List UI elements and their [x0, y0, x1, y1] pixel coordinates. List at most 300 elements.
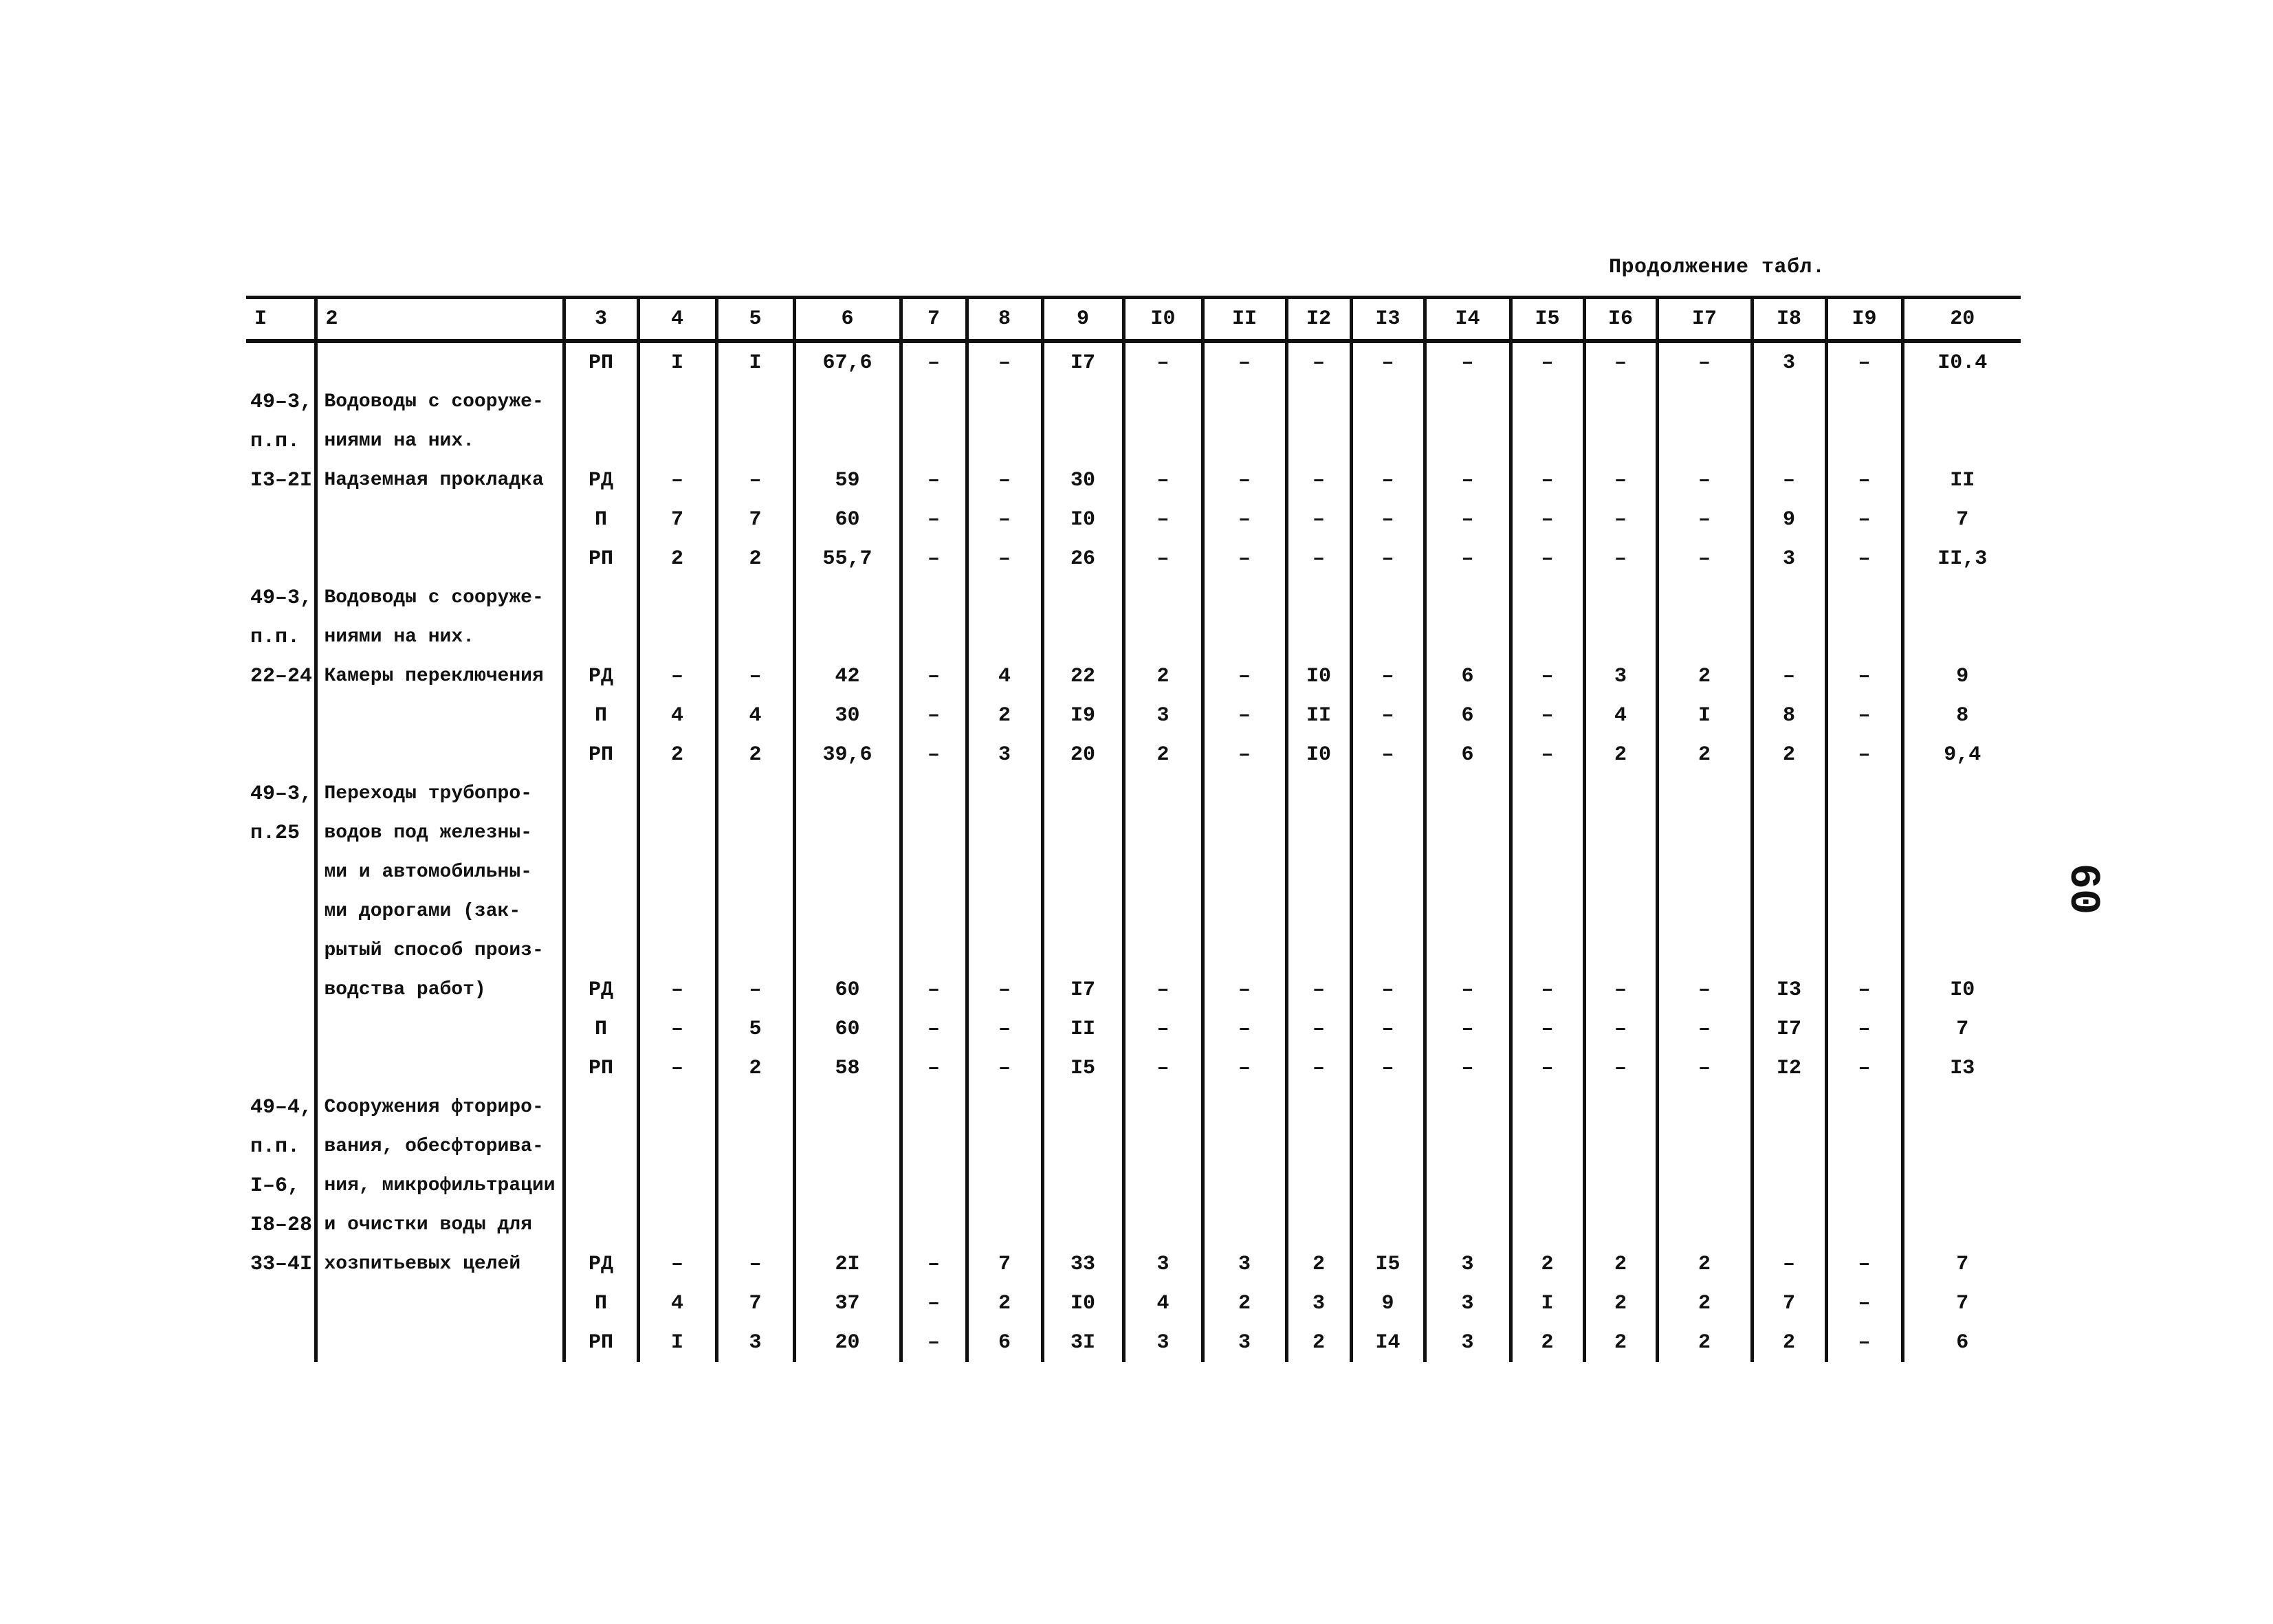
table-cell: –	[1203, 1049, 1286, 1088]
table-cell	[246, 853, 316, 892]
table-cell: –	[1511, 657, 1584, 696]
table-cell: п.п.	[250, 625, 300, 649]
col-header: 4	[638, 298, 716, 342]
table-cell: 4	[1123, 1284, 1203, 1323]
table-cell: I0	[1286, 735, 1351, 774]
table-cell: –	[1584, 1049, 1657, 1088]
table-cell	[1042, 617, 1123, 657]
table-cell: –	[1657, 461, 1752, 500]
table-cell: –	[1351, 500, 1425, 539]
table-cell	[1286, 853, 1351, 892]
table-cell: 4	[967, 657, 1042, 696]
data-table	[246, 296, 2021, 1362]
table-cell: –	[1511, 1049, 1584, 1088]
table-cell: 22	[1042, 657, 1123, 696]
table-cell	[1902, 892, 2021, 931]
table-cell: 3	[1123, 696, 1203, 735]
table-cell	[1752, 1088, 1826, 1127]
table-cell: –	[1584, 539, 1657, 578]
table-cell	[1042, 1205, 1123, 1244]
table-cell	[1584, 931, 1657, 970]
table-cell: –	[1351, 1049, 1425, 1088]
table-cell: –	[1826, 1244, 1902, 1284]
table-cell: 2	[967, 1284, 1042, 1323]
table-cell	[1123, 1127, 1203, 1166]
table-cell	[1511, 1127, 1584, 1166]
table-cell	[1123, 1166, 1203, 1205]
table-cell: –	[1657, 539, 1752, 578]
table-cell: II	[1042, 1009, 1123, 1049]
table-cell: –	[967, 539, 1042, 578]
table-cell: 3	[1584, 657, 1657, 696]
table-cell	[1042, 421, 1123, 461]
table-cell	[1042, 1166, 1123, 1205]
table-cell: –	[1123, 1009, 1203, 1049]
table-cell: 22–24	[250, 664, 313, 688]
table-cell: –	[901, 1009, 967, 1049]
table-cell	[1203, 813, 1286, 853]
table-cell: рытый способ произ-	[316, 931, 564, 970]
table-cell	[1203, 421, 1286, 461]
table-cell	[1902, 1088, 2021, 1127]
table-cell: 3	[1425, 1323, 1511, 1362]
table-cell	[1351, 1205, 1425, 1244]
table-cell	[1425, 774, 1511, 813]
table-cell	[1351, 617, 1425, 657]
table-cell: –	[638, 657, 716, 696]
table-cell	[1123, 1205, 1203, 1244]
table-cell: –	[1123, 1049, 1203, 1088]
table-cell	[1425, 382, 1511, 421]
table-cell: –	[1826, 539, 1902, 578]
table-cell: –	[901, 970, 967, 1009]
table-cell	[1752, 931, 1826, 970]
table-cell	[1902, 1166, 2021, 1205]
table-cell	[638, 1088, 716, 1127]
table-row	[246, 617, 2021, 657]
table-cell	[1425, 421, 1511, 461]
table-cell	[246, 500, 316, 539]
table-cell: РД	[564, 657, 638, 696]
table-cell	[1203, 892, 1286, 931]
table-cell	[564, 382, 638, 421]
col-header: 8	[967, 298, 1042, 342]
table-cell	[1584, 578, 1657, 617]
col-header: I3	[1351, 298, 1425, 342]
table-row	[246, 341, 2021, 382]
table-cell: I0.4	[1902, 341, 2021, 382]
table-cell: ми и автомобильны-	[316, 853, 564, 892]
table-cell: 2	[1584, 1284, 1657, 1323]
table-cell	[1657, 892, 1752, 931]
table-cell: 3	[1752, 341, 1826, 382]
table-cell	[901, 1127, 967, 1166]
table-cell	[1826, 813, 1902, 853]
table-cell: –	[1752, 1244, 1826, 1284]
table-cell	[1826, 421, 1902, 461]
table-cell	[1752, 578, 1826, 617]
table-row	[246, 696, 2021, 735]
table-cell: П	[564, 1284, 638, 1323]
table-cell: 2	[1752, 1323, 1826, 1362]
table-cell: –	[1826, 970, 1902, 1009]
table-cell	[967, 774, 1042, 813]
table-cell: Водоводы с сооруже-	[316, 578, 564, 617]
col-header: I7	[1657, 298, 1752, 342]
table-cell	[638, 1166, 716, 1205]
table-cell	[967, 1166, 1042, 1205]
table-cell	[967, 617, 1042, 657]
table-cell	[638, 813, 716, 853]
table-cell: –	[1826, 500, 1902, 539]
table-cell	[638, 578, 716, 617]
table-cell	[1286, 578, 1351, 617]
table-cell: –	[1123, 341, 1203, 382]
table-cell	[1511, 578, 1584, 617]
table-cell: 7	[716, 500, 794, 539]
table-caption: Продолжение табл.	[1609, 256, 1825, 279]
table-cell	[1584, 382, 1657, 421]
table-cell: II	[1286, 696, 1351, 735]
table-cell	[1657, 382, 1752, 421]
table-cell	[1286, 774, 1351, 813]
table-cell: –	[1584, 1009, 1657, 1049]
table-cell: 2	[1657, 657, 1752, 696]
table-cell	[1511, 421, 1584, 461]
table-cell	[638, 382, 716, 421]
table-cell: –	[1584, 341, 1657, 382]
table-cell: 42	[794, 657, 901, 696]
table-cell	[1425, 1205, 1511, 1244]
table-cell	[967, 1205, 1042, 1244]
table-cell: 49–3,	[250, 586, 313, 610]
table-cell	[1511, 1166, 1584, 1205]
table-cell	[1123, 382, 1203, 421]
table-cell	[564, 617, 638, 657]
table-cell: РД	[564, 970, 638, 1009]
table-cell: 3	[967, 735, 1042, 774]
table-cell: 6	[1425, 735, 1511, 774]
table-cell	[1902, 853, 2021, 892]
table-cell	[794, 1166, 901, 1205]
col-header: 7	[901, 298, 967, 342]
table-cell: 3	[1123, 1323, 1203, 1362]
table-cell	[1902, 774, 2021, 813]
table-cell: –	[1123, 970, 1203, 1009]
table-cell: I4	[1351, 1323, 1425, 1362]
table-cell	[716, 421, 794, 461]
table-cell: Надземная прокладка	[316, 461, 564, 500]
table-cell	[794, 617, 901, 657]
table-cell: ниями на них.	[316, 421, 564, 461]
table-cell: 2	[1511, 1244, 1584, 1284]
table-cell	[1902, 1205, 2021, 1244]
table-cell	[901, 578, 967, 617]
table-cell: 2	[1657, 735, 1752, 774]
table-cell	[1511, 813, 1584, 853]
table-cell: 3	[1203, 1244, 1286, 1284]
table-cell	[1351, 931, 1425, 970]
col-header: 20	[1902, 298, 2021, 342]
table-cell: –	[1203, 500, 1286, 539]
table-cell: ми дорогами (зак-	[316, 892, 564, 931]
table-cell: 4	[638, 1284, 716, 1323]
table-cell: –	[1351, 970, 1425, 1009]
table-cell: РД	[564, 1244, 638, 1284]
table-cell	[1752, 813, 1826, 853]
table-cell	[1657, 853, 1752, 892]
table-cell: –	[1351, 539, 1425, 578]
table-cell: –	[1203, 1009, 1286, 1049]
table-cell	[246, 1323, 316, 1362]
table-cell	[794, 1205, 901, 1244]
table-cell	[1752, 382, 1826, 421]
table-row	[246, 1166, 2021, 1205]
table-cell: 2	[716, 735, 794, 774]
table-cell	[794, 931, 901, 970]
table-row	[246, 774, 2021, 813]
table-cell: –	[1657, 500, 1752, 539]
table-cell: –	[1511, 341, 1584, 382]
table-body	[246, 341, 2021, 1362]
table-cell: 7	[1752, 1284, 1826, 1323]
table-cell: –	[1752, 461, 1826, 500]
table-cell	[1826, 774, 1902, 813]
table-cell: –	[1123, 539, 1203, 578]
table-cell	[316, 500, 564, 539]
table-row	[246, 853, 2021, 892]
table-cell: I7	[1042, 970, 1123, 1009]
table-cell: ния, микрофильтрации	[316, 1166, 564, 1205]
table-cell: 6	[967, 1323, 1042, 1362]
table-cell: П	[564, 500, 638, 539]
table-cell	[1826, 1205, 1902, 1244]
table-cell: –	[1826, 461, 1902, 500]
table-cell: 33–4I	[250, 1252, 313, 1276]
table-cell	[1511, 774, 1584, 813]
table-cell	[1286, 421, 1351, 461]
table-cell: –	[1511, 735, 1584, 774]
table-cell: 30	[1042, 461, 1123, 500]
table-cell	[1042, 1127, 1123, 1166]
table-cell	[1752, 421, 1826, 461]
table-cell	[967, 578, 1042, 617]
table-cell	[1425, 892, 1511, 931]
table-cell	[1351, 1166, 1425, 1205]
table-cell: 49–4,	[250, 1095, 313, 1119]
table-cell	[967, 1127, 1042, 1166]
table-cell: 3	[1425, 1284, 1511, 1323]
table-cell: 3	[716, 1323, 794, 1362]
table-cell: П	[564, 696, 638, 735]
table-cell	[1657, 931, 1752, 970]
table-cell: 9	[1351, 1284, 1425, 1323]
table-cell	[967, 853, 1042, 892]
table-cell: Камеры переключения	[316, 657, 564, 696]
table-cell: –	[1657, 1009, 1752, 1049]
table-cell	[246, 1049, 316, 1088]
table-cell	[1351, 813, 1425, 853]
table-cell	[1203, 931, 1286, 970]
table-cell: РП	[564, 1323, 638, 1362]
table-cell	[246, 931, 316, 970]
table-cell	[1123, 853, 1203, 892]
table-row	[246, 813, 2021, 853]
table-cell: I5	[1351, 1244, 1425, 1284]
table-cell: 2	[1584, 1323, 1657, 1362]
col-header: I	[246, 298, 316, 342]
table-cell: –	[1511, 1009, 1584, 1049]
table-cell: 4	[1584, 696, 1657, 735]
table-cell: –	[1123, 461, 1203, 500]
table-row	[246, 1049, 2021, 1088]
table-cell: вания, обесфторива-	[316, 1127, 564, 1166]
table-cell	[1425, 1088, 1511, 1127]
table-cell	[1425, 931, 1511, 970]
table-cell: –	[1203, 341, 1286, 382]
table-cell: –	[1657, 970, 1752, 1009]
table-cell	[901, 1166, 967, 1205]
table-cell	[1203, 1166, 1286, 1205]
table-cell	[794, 421, 901, 461]
table-cell	[1286, 1166, 1351, 1205]
table-cell	[1425, 1166, 1511, 1205]
table-cell	[1286, 617, 1351, 657]
table-row	[246, 1284, 2021, 1323]
table-cell: I5	[1042, 1049, 1123, 1088]
table-cell	[1286, 1127, 1351, 1166]
col-header: I5	[1511, 298, 1584, 342]
table-row	[246, 1244, 2021, 1284]
table-cell	[1351, 892, 1425, 931]
table-cell	[246, 1009, 316, 1049]
table-cell: –	[1826, 735, 1902, 774]
table-cell: I7	[1042, 341, 1123, 382]
table-cell: II,3	[1902, 539, 2021, 578]
table-cell	[564, 421, 638, 461]
table-cell: хозпитьевых целей	[316, 1244, 564, 1284]
table-cell: I0	[1902, 970, 2021, 1009]
table-cell: –	[1752, 657, 1826, 696]
table-cell: 5	[716, 1009, 794, 1049]
table-cell: I	[638, 1323, 716, 1362]
table-cell: I	[1657, 696, 1752, 735]
table-cell	[1752, 1127, 1826, 1166]
table-cell: 2	[1286, 1323, 1351, 1362]
table-cell	[564, 1205, 638, 1244]
table-cell	[794, 1088, 901, 1127]
col-header: 6	[794, 298, 901, 342]
table-cell: –	[967, 1009, 1042, 1049]
table-cell	[1203, 853, 1286, 892]
table-cell	[967, 421, 1042, 461]
table-cell	[638, 421, 716, 461]
table-cell: –	[1584, 500, 1657, 539]
table-cell: –	[638, 970, 716, 1009]
table-cell	[1511, 1205, 1584, 1244]
table-cell	[564, 931, 638, 970]
table-cell: –	[1826, 696, 1902, 735]
table-cell: 3	[1752, 539, 1826, 578]
col-header: 5	[716, 298, 794, 342]
table-cell	[1657, 1205, 1752, 1244]
table-cell	[1123, 578, 1203, 617]
table-cell	[967, 382, 1042, 421]
table-cell: 9,4	[1902, 735, 2021, 774]
table-cell: –	[638, 1049, 716, 1088]
table-cell: I0	[1042, 500, 1123, 539]
table-cell: –	[1286, 500, 1351, 539]
table-cell	[564, 774, 638, 813]
table-cell: –	[1203, 970, 1286, 1009]
table-cell: 4	[716, 696, 794, 735]
table-cell	[1584, 774, 1657, 813]
table-cell: –	[967, 500, 1042, 539]
table-cell	[1657, 1127, 1752, 1166]
table-cell	[564, 1127, 638, 1166]
table-cell	[1752, 892, 1826, 931]
table-cell: 67,6	[794, 341, 901, 382]
table-cell	[1752, 774, 1826, 813]
table-cell	[246, 539, 316, 578]
table-cell	[1902, 421, 2021, 461]
table-cell: –	[901, 500, 967, 539]
table-cell: 37	[794, 1284, 901, 1323]
table-cell: –	[1511, 696, 1584, 735]
table-cell: РП	[564, 341, 638, 382]
table-cell	[716, 813, 794, 853]
table-row	[246, 970, 2021, 1009]
table-cell: –	[1286, 970, 1351, 1009]
table-cell: –	[1203, 696, 1286, 735]
table-cell	[901, 1088, 967, 1127]
table-cell: 2	[1511, 1323, 1584, 1362]
table-cell	[316, 1049, 564, 1088]
table-cell	[1902, 813, 2021, 853]
table-row	[246, 539, 2021, 578]
table-cell: п.25	[250, 821, 300, 845]
table-cell	[901, 421, 967, 461]
table-cell	[1123, 774, 1203, 813]
table-cell: ниями на них.	[316, 617, 564, 657]
table-cell	[1123, 813, 1203, 853]
table-cell: –	[1657, 341, 1752, 382]
table-cell: –	[1584, 461, 1657, 500]
col-header: I2	[1286, 298, 1351, 342]
table-cell: 60	[794, 970, 901, 1009]
table-cell: –	[901, 1284, 967, 1323]
table-cell: 7	[1902, 1009, 2021, 1049]
table-cell: –	[716, 970, 794, 1009]
table-cell: 8	[1752, 696, 1826, 735]
table-cell	[901, 853, 967, 892]
col-header: I4	[1425, 298, 1511, 342]
table-cell: 7	[967, 1244, 1042, 1284]
table-cell: –	[1511, 970, 1584, 1009]
table-cell	[794, 774, 901, 813]
table-cell	[564, 892, 638, 931]
table-cell: –	[1286, 461, 1351, 500]
table-cell	[1203, 1088, 1286, 1127]
table-cell: –	[1203, 657, 1286, 696]
table-cell: –	[901, 461, 967, 500]
table-cell	[1123, 421, 1203, 461]
table-cell	[716, 1127, 794, 1166]
table-cell: водов под железны-	[316, 813, 564, 853]
table-cell	[716, 931, 794, 970]
table-cell: РП	[564, 539, 638, 578]
table-cell: 6	[1425, 696, 1511, 735]
